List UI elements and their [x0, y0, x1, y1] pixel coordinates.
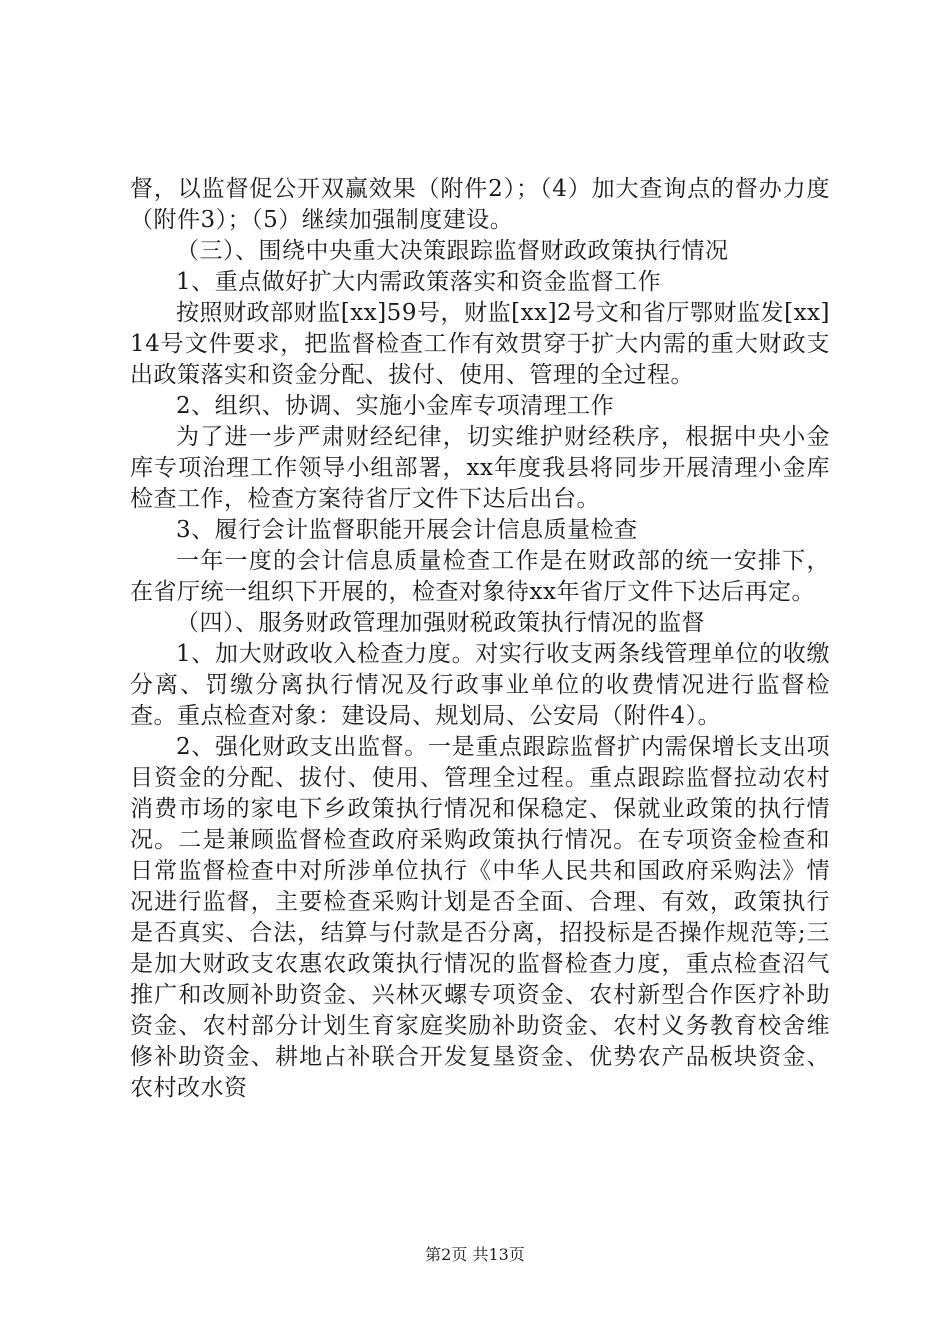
subheading-3: 3、履行会计监督职能开展会计信息质量检查 — [176, 517, 638, 543]
paragraph-body: 2、强化财政支出监督。一是重点跟踪监督扩内需保增长支出项目资金的分配、拔付、使用、管理全过程。重点跟踪监督拉动农村消费市场的家电下乡政策执行情况和保稳定、保就业政策的执行情况。二是兼顾监督检查政府采购政策执行情况。在专项资金检查和日常监督检查中对所涉单位执行《中华人民共和国政府采购法》情况进行监督，主要检查采购计划是否全面、合理、有效，政策执行是否真实、合法，结算与付款是否分离，招投标是否操作规范等;三是加大财政支农惠农政策执行情况的监督检查力度，重点检查沼气推广和改厕补助资金、兴林灭螺专项资金、农村新型合作医疗补助资金、农村部分计划生育家庭奖励补助资金、农村义务教育校舍维修补助资金、耕地占补联合开发复垦资金、优势农产品板块资金、农村改水资 — [130, 734, 830, 1101]
subheading-1: 1、重点做好扩大内需政策落实和资金监督工作 — [176, 269, 662, 295]
document-body — [130, 174, 830, 1104]
section-heading-4: （四）、服务财政管理加强财税政策执行情况的监督 — [176, 610, 705, 636]
paragraph-continuation: 督，以监督促公开双赢效果（附件2）；（4）加大查询点的督办力度（附件3）；（5）继续加强制度建设。 — [130, 176, 830, 233]
paragraph-body: 一年一度的会计信息质量检查工作是在财政部的统一安排下，在省厅统一组织下开展的，检查对象待xx年省厅文件下达后再定。 — [130, 548, 830, 605]
section-heading-3: （三）、围绕中央重大决策跟踪监督财政政策执行情况 — [176, 238, 729, 264]
page-footer: 第2页 共13页 — [425, 1245, 525, 1264]
paragraph-body: 1、加大财政收入检查力度。对实行收支两条线管理单位的收缴分离、罚缴分离执行情况及行政事业单位的收费情况进行监督检查。重点检查对象：建设局、规划局、公安局（附件4）。 — [130, 641, 830, 729]
paragraph-body: 为了进一步严肃财经纪律，切实维护财经秩序，根据中央小金库专项治理工作领导小组部署，xx年度我县将同步开展清理小金库检查工作，检查方案待省厅文件下达后出台。 — [130, 424, 830, 512]
paragraph-body: 按照财政部财监[xx]59号，财监[xx]2号文和省厅鄂财监发[xx]14号文件要求，把监督检查工作有效贯穿于扩大内需的重大财政支出政策落实和资金分配、拔付、使用、管理的全过程。 — [130, 300, 830, 388]
subheading-2: 2、组织、协调、实施小金库专项清理工作 — [176, 393, 615, 419]
